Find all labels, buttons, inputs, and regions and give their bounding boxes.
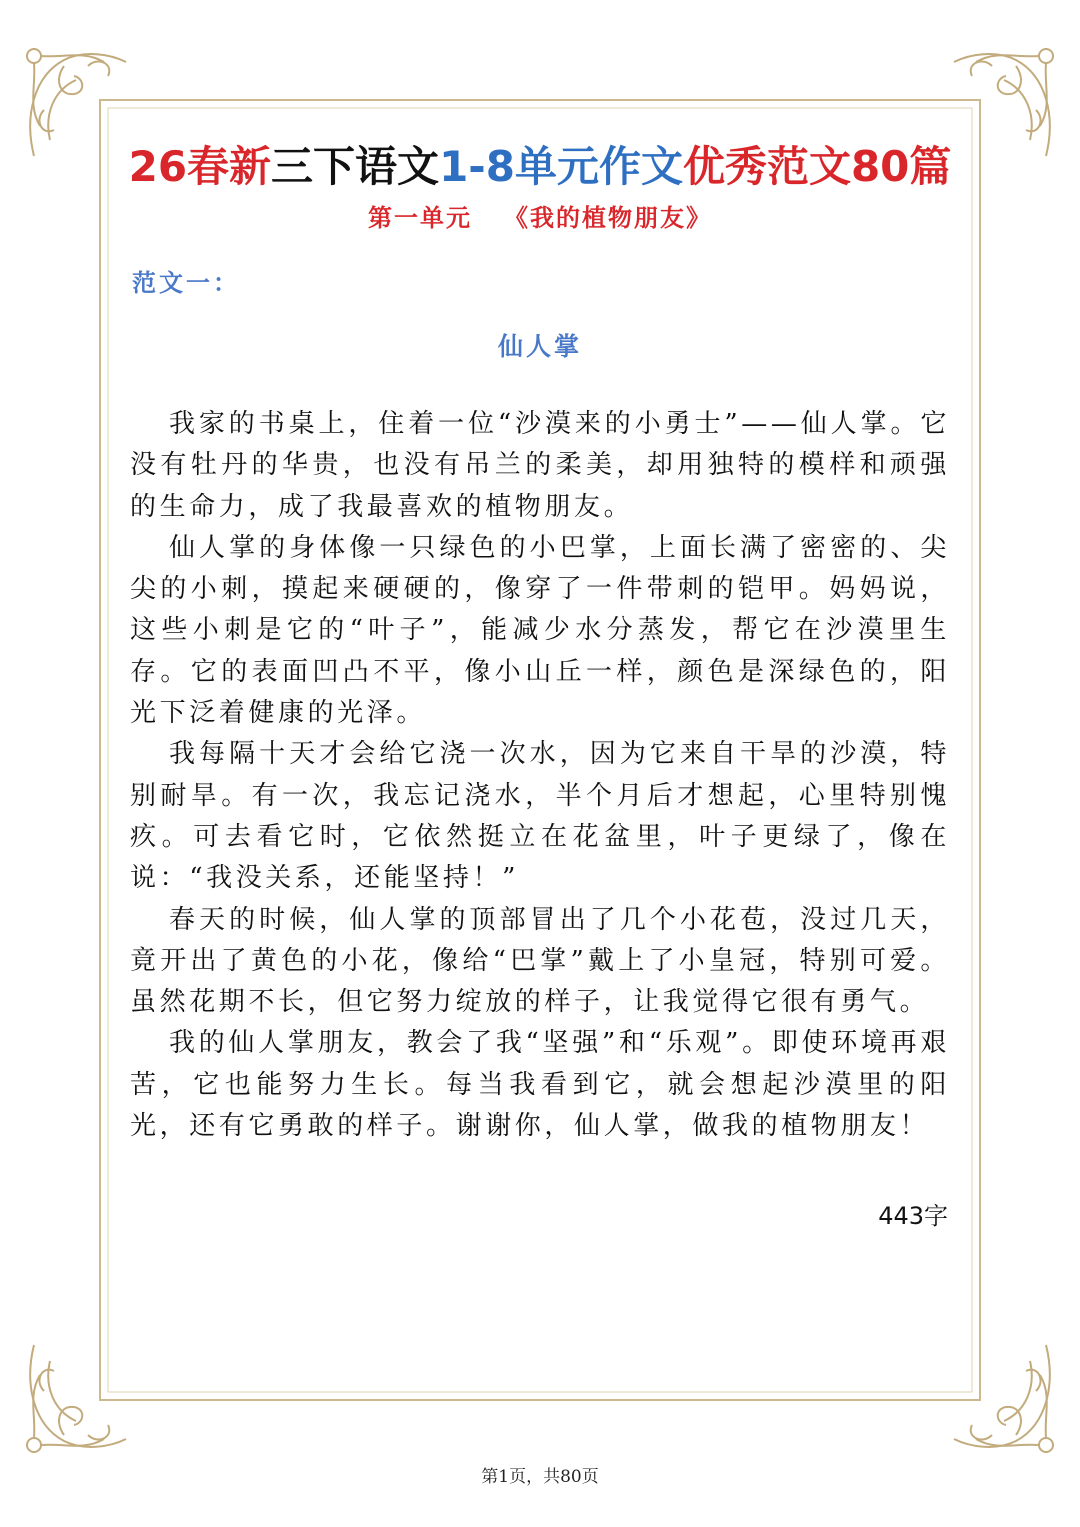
title-part: 1-8单元作文 [439,142,683,191]
document-title [0,134,1080,194]
essay-label: 范文一： [132,268,240,297]
corner-ornament-icon [14,1335,144,1465]
page-number: 第1页，共80页 [481,1467,599,1487]
essay-title: 仙人掌 [497,332,582,361]
essay-paragraph: 我的仙人掌朋友，教会了我“坚强”和“乐观”。即使环境再艰苦，它也能努力生长。每当我看到它，就会想起沙漠里的阳光，还有它勇敢的样子。谢谢你，仙人掌，做我的植物朋友！ [130,1028,950,1142]
title-part: 三下语文 [271,142,440,191]
essay-paragraph: 我家的书桌上，住着一位“沙漠来的小勇士”——仙人掌。它没有牡丹的华贵，也没有吊兰的柔美，却用独特的模样和顽强的生命力，成了我最喜欢的植物朋友。 [130,409,950,522]
title-part: 26春新 [128,142,272,191]
unit-subtitle [0,198,1080,233]
unit-topic: 《我的植物朋友》 [504,203,712,232]
essay-paragraph: 仙人掌的身体像一只绿色的小巴掌，上面长满了密密的、尖尖的小刺，摸起来硬硬的，像穿了一件带刺的铠甲。妈妈说，这些小刺是它的“叶子”，能减少水分蒸发，帮它在沙漠里生存。它的表面凹凸不平，像小山丘一样，颜色是深绿色的，阳光下泛着健康的光泽。 [130,532,950,729]
essay-paragraph: 春天的时候，仙人掌的顶部冒出了几个小花苞，没过几天，竟开出了黄色的小花，像给“巴掌”戴上了小皇冠，特别可爱。虽然花期不长，但它努力绽放的样子，让我觉得它很有勇气。 [130,904,950,1018]
corner-ornament-icon [936,1335,1066,1465]
word-count: 443字 [878,1202,948,1230]
essay-body [130,404,950,1147]
title-part: 优秀范文80篇 [682,142,952,191]
essay-paragraph: 我每隔十天才会给它浇一次水，因为它来自干旱的沙漠，特别耐旱。有一次，我忘记浇水，半个月后才想起，心里特别愧疚。可去看它时，它依然挺立在花盆里，叶子更绿了，像在说：“我没关系，还能坚持！” [130,739,950,894]
unit-label: 第一单元 [368,203,472,232]
